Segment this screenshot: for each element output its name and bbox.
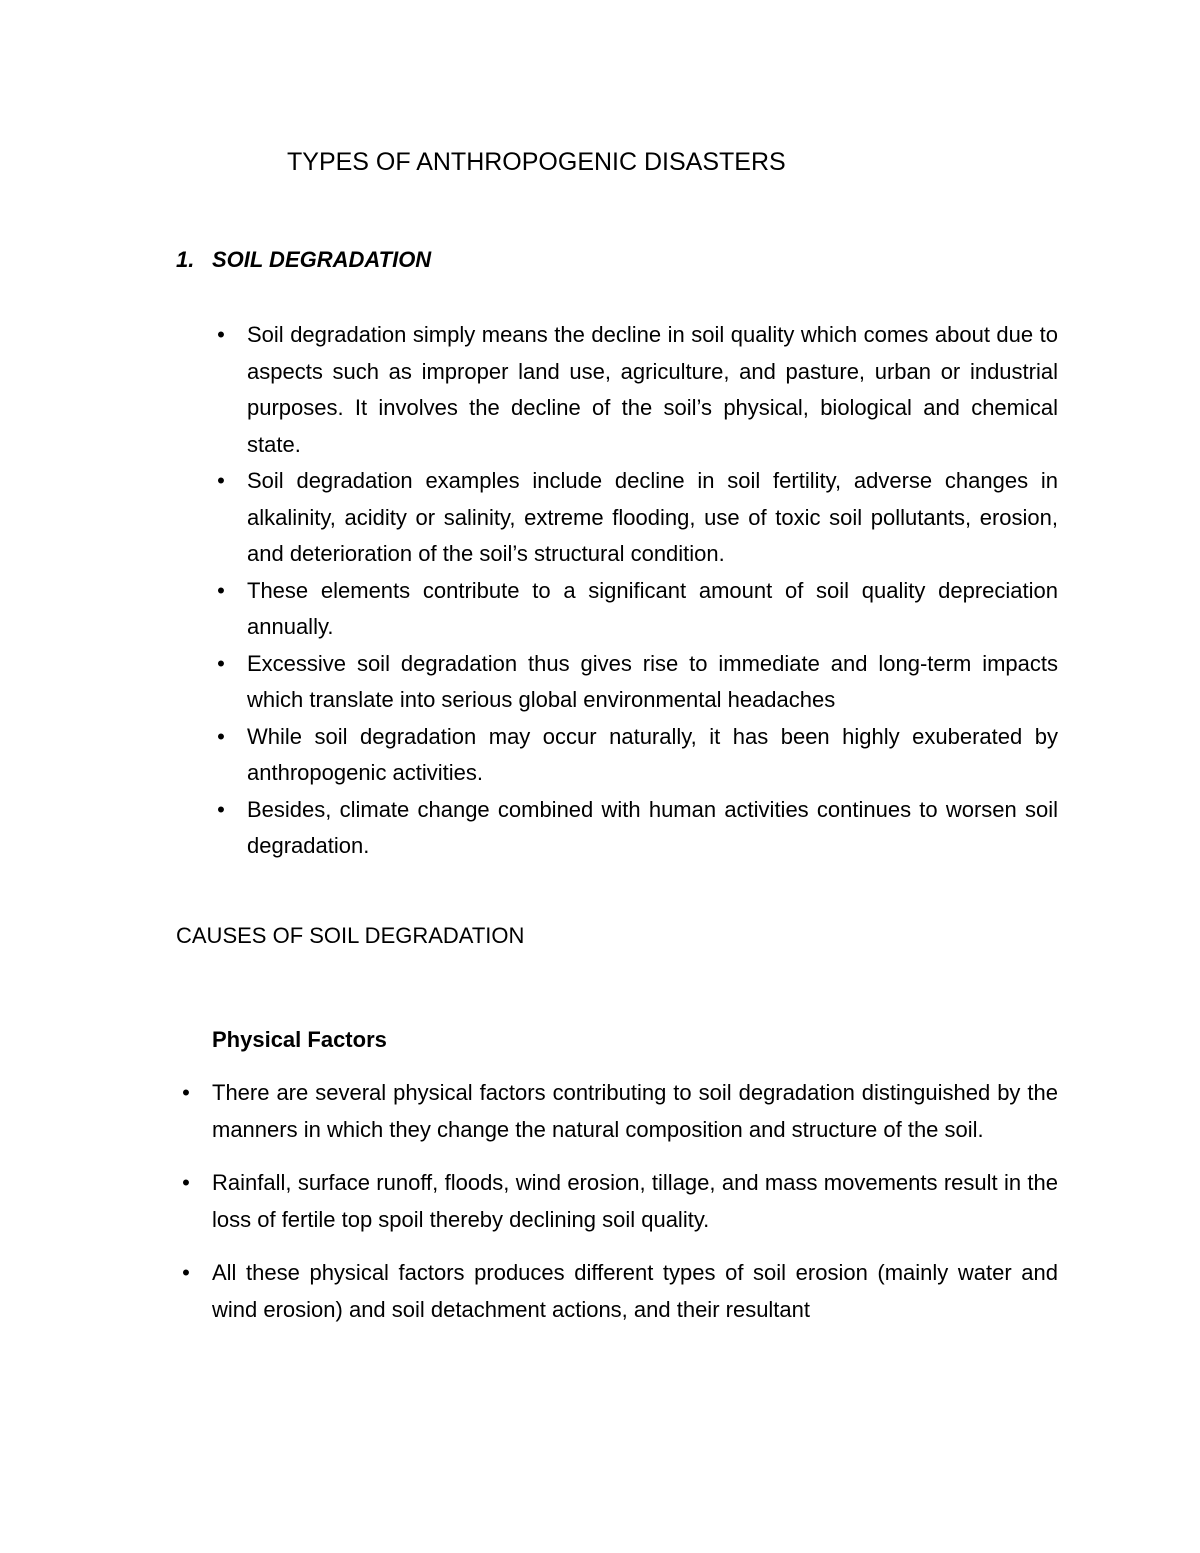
- list-item-text: All these physical factors produces different types of soil erosion (mainly water and wind erosion) and soil detachment actions, and their resultant: [212, 1260, 1058, 1322]
- section-heading-text: SOIL DEGRADATION: [212, 247, 432, 272]
- list-item-text: These elements contribute to a significant amount of soil quality depreciation annually.: [247, 577, 1058, 639]
- list-item: [176, 1255, 1058, 1328]
- bullet-icon: •: [217, 650, 225, 676]
- list-item: [211, 719, 1058, 792]
- list-item-text: Besides, climate change combined with human activities continues to worsen soil degradation.: [247, 796, 1058, 858]
- list-item-text: Rainfall, surface runoff, floods, wind erosion, tillage, and mass movements result in the loss of fertile top spoil thereby declining soil quality.: [212, 1170, 1058, 1232]
- list-item: [211, 573, 1058, 646]
- list-item: [211, 792, 1058, 865]
- list-item: [176, 1075, 1058, 1148]
- bullet-icon: •: [217, 723, 225, 749]
- bullet-icon: •: [182, 1170, 190, 1195]
- bullet-icon: •: [217, 322, 225, 347]
- list-item: [176, 1165, 1058, 1238]
- physical-factors-list: [176, 1075, 1058, 1345]
- section-heading: [176, 244, 431, 276]
- list-item: [211, 463, 1058, 573]
- list-item: [211, 646, 1058, 719]
- list-item-text: Soil degradation examples include decline in soil fertility, adverse changes in alkalinity, acidity or salinity, extreme flooding, use of toxic soil pollutants, erosion, and deterioration of the soil’s structural condition.: [247, 468, 1058, 566]
- list-item-text: While soil degradation may occur naturally, it has been highly exuberated by anthropogenic activities.: [247, 723, 1058, 785]
- page-title: TYPES OF ANTHROPOGENIC DISASTERS: [287, 148, 786, 176]
- soil-degradation-list: [211, 317, 1058, 865]
- bullet-icon: •: [182, 1080, 190, 1105]
- list-item: [211, 317, 1058, 463]
- causes-heading: CAUSES OF SOIL DEGRADATION: [176, 923, 525, 948]
- bullet-icon: •: [182, 1260, 190, 1285]
- list-item-text: Soil degradation simply means the decline in soil quality which comes about due to aspects such as improper land use, agriculture, and pasture, urban or industrial purposes. It involves the decline of the soil’s physical, biological and chemical state.: [247, 322, 1058, 457]
- bullet-icon: •: [217, 577, 225, 603]
- list-item-text: There are several physical factors contributing to soil degradation distinguished by the manners in which they change the natural composition and structure of the soil.: [212, 1080, 1058, 1142]
- bullet-icon: •: [217, 468, 225, 493]
- section-number: 1.: [176, 247, 195, 272]
- bullet-icon: •: [217, 796, 225, 822]
- list-item-text: Excessive soil degradation thus gives rise to immediate and long-term impacts which translate into serious global environmental headaches: [247, 650, 1058, 712]
- physical-factors-heading: Physical Factors: [212, 1027, 387, 1052]
